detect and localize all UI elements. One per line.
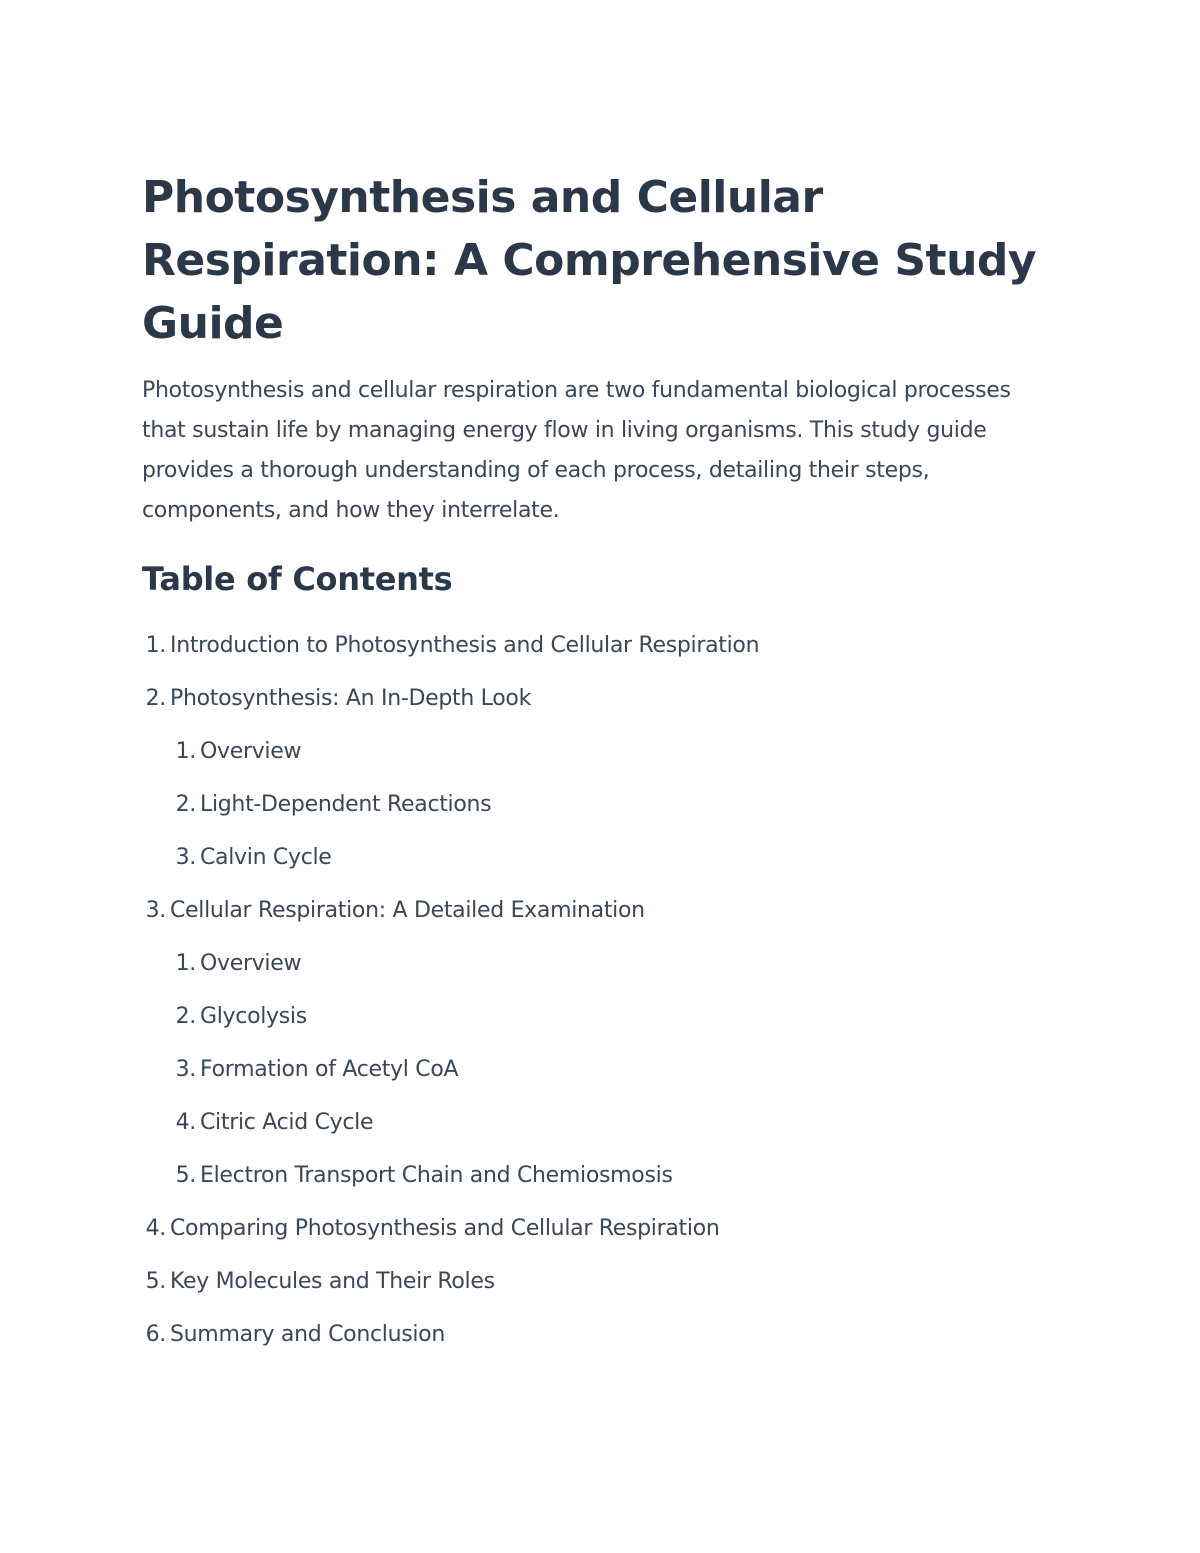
toc-item-number: 3.	[175, 1057, 196, 1082]
toc-item-label: Light-Dependent Reactions	[200, 792, 492, 817]
toc-item-number: 2.	[175, 1004, 196, 1029]
toc-subitem	[142, 1048, 1042, 1101]
toc-item-label: Photosynthesis: An In-Depth Look	[170, 686, 532, 711]
toc-item	[142, 1207, 1042, 1260]
toc-item	[142, 1313, 1042, 1366]
toc-subitem	[142, 942, 1042, 995]
toc-heading: Table of Contents	[142, 560, 453, 598]
toc-item-label: Cellular Respiration: A Detailed Examination	[170, 898, 645, 923]
table-of-contents	[142, 624, 1042, 1366]
toc-subitem	[142, 783, 1042, 836]
toc-item-label: Calvin Cycle	[200, 845, 332, 870]
toc-item	[142, 1260, 1042, 1313]
toc-item-label: Summary and Conclusion	[170, 1322, 445, 1347]
toc-item-number: 3.	[145, 898, 166, 923]
toc-item-label: Introduction to Photosynthesis and Cellular Respiration	[170, 633, 760, 658]
toc-item-number: 2.	[175, 792, 196, 817]
toc-item-label: Overview	[200, 739, 302, 764]
toc-item-number: 1.	[175, 951, 196, 976]
toc-item-label: Formation of Acetyl CoA	[200, 1057, 459, 1082]
toc-item-number: 6.	[145, 1322, 166, 1347]
toc-subitem	[142, 995, 1042, 1048]
toc-item-label: Citric Acid Cycle	[200, 1110, 374, 1135]
toc-item-label: Glycolysis	[200, 1004, 307, 1029]
toc-item-number: 5.	[175, 1163, 196, 1188]
toc-item-number: 2.	[145, 686, 166, 711]
toc-item-number: 4.	[175, 1110, 196, 1135]
toc-item-number: 1.	[145, 633, 166, 658]
toc-subitem	[142, 1101, 1042, 1154]
toc-item-label: Electron Transport Chain and Chemiosmosis	[200, 1163, 673, 1188]
toc-subitem	[142, 836, 1042, 889]
intro-paragraph: Photosynthesis and cellular respiration are two fundamental biological processes that sustain life by managing energy flow in living organisms. This study guide provides a thorough understanding of each process, detailing their steps, components, and how they interrelate.	[142, 378, 1011, 523]
toc-item-label: Comparing Photosynthesis and Cellular Respiration	[170, 1216, 720, 1241]
toc-item-number: 3.	[175, 845, 196, 870]
toc-item-number: 4.	[145, 1216, 166, 1241]
toc-subitem	[142, 730, 1042, 783]
toc-item	[142, 624, 1042, 677]
toc-item	[142, 677, 1042, 730]
document-title: Photosynthesis and Cellular Respiration: A Comprehensive Study Guide	[142, 172, 1037, 349]
toc-item-number: 1.	[175, 739, 196, 764]
toc-subitem	[142, 1154, 1042, 1207]
toc-item	[142, 889, 1042, 942]
toc-item-number: 5.	[145, 1269, 166, 1294]
toc-item-label: Overview	[200, 951, 302, 976]
toc-item-label: Key Molecules and Their Roles	[170, 1269, 495, 1294]
